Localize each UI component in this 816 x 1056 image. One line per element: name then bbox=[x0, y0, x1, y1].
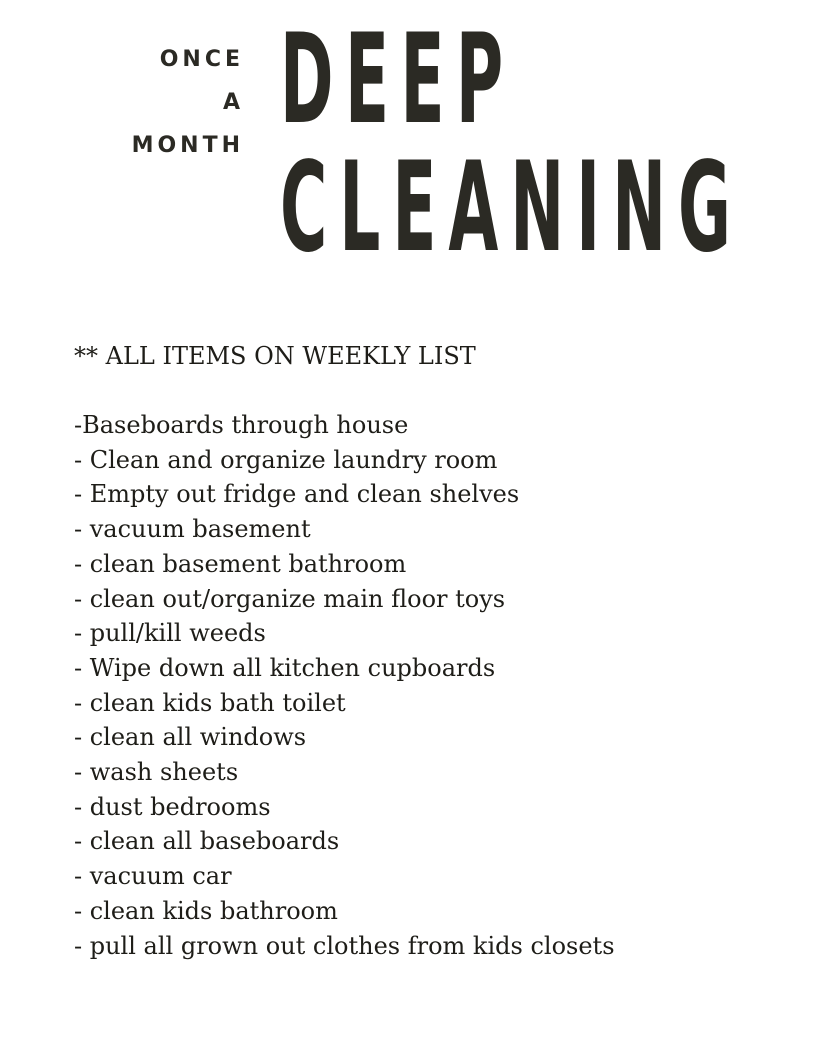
list-item: - clean all windows bbox=[74, 723, 307, 752]
frequency-label bbox=[120, 38, 244, 167]
list-item: - dust bedrooms bbox=[74, 792, 271, 821]
page-title bbox=[280, 8, 816, 280]
weekly-list-note: ** ALL ITEMS ON WEEKLY LIST bbox=[74, 342, 476, 370]
frequency-line-a: A bbox=[222, 90, 244, 115]
list-item: - pull/kill weeds bbox=[74, 619, 266, 648]
list-item: - Wipe down all kitchen cupboards bbox=[74, 653, 496, 682]
list-item: - Empty out fridge and clean shelves bbox=[74, 480, 520, 509]
list-item: - clean basement bathroom bbox=[74, 549, 407, 578]
task-list bbox=[74, 408, 615, 963]
list-item: - clean all baseboards bbox=[74, 827, 340, 856]
title-line-cleaning: CLEANING bbox=[280, 136, 743, 280]
list-item: - pull all grown out clothes from kids closets bbox=[74, 931, 615, 960]
frequency-line-once: ONCE bbox=[159, 47, 244, 72]
list-item: -Baseboards through house bbox=[74, 411, 409, 439]
list-item: - vacuum basement bbox=[74, 515, 311, 544]
title-line-deep: DEEP bbox=[280, 8, 515, 152]
list-item: - clean kids bath toilet bbox=[74, 688, 346, 717]
list-item: - clean out/organize main floor toys bbox=[74, 584, 506, 613]
list-item: - Clean and organize laundry room bbox=[74, 445, 498, 474]
frequency-line-month: MONTH bbox=[131, 133, 244, 158]
checklist-body bbox=[74, 338, 615, 963]
list-item: - wash sheets bbox=[74, 758, 239, 787]
list-item: - clean kids bathroom bbox=[74, 896, 338, 925]
list-item: - vacuum car bbox=[74, 862, 232, 891]
